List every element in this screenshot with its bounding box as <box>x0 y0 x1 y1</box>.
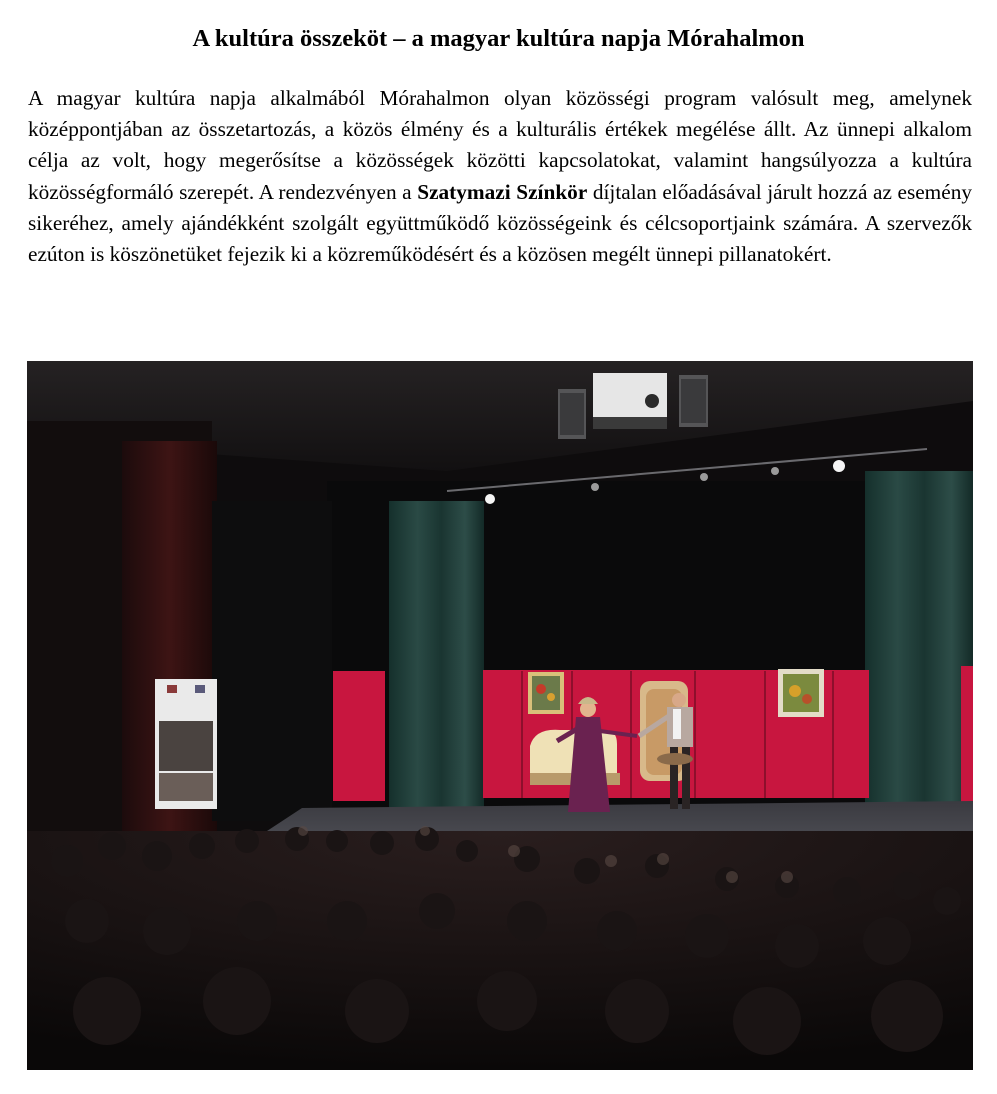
troupe-name: Szatymazi Színkör <box>417 179 588 204</box>
page-title: A kultúra összeköt – a magyar kultúra napja Mórahalmon <box>192 25 805 52</box>
body-paragraph <box>28 83 972 270</box>
paragraph-text-2: díjtalan előadásával járult hozzá az esemény sikeréhez, amely ajándékként szolgált együttműködő közösségeink és célcsoportjaink számára. A szervezők ezúton is köszönetüket fejezik ki a közreműködésért és a közösen megélt ünnepi pillanatokért. <box>28 179 973 267</box>
green-curtain-right <box>865 471 973 811</box>
green-curtain-left <box>389 501 484 831</box>
rollup-banner <box>155 679 217 809</box>
stage-light <box>485 494 495 504</box>
red-flat <box>333 671 385 801</box>
stage-light <box>833 460 845 472</box>
event-photo <box>27 361 973 1070</box>
stage-scene <box>27 361 973 1070</box>
paragraph-text-1: A magyar kultúra napja alkalmából Mórahalmon olyan közösségi program valósult meg, amelynek középpontjában az összetartozás, a közös élmény és a kulturális értékek megélése állt. Az ünnepi alkalom célja az volt, hogy megerősítse a közösségek közötti kapcsolatokat, valamint hangsúlyozza a kultúra közösségformáló szerepét. A rendezvényen a <box>28 86 972 204</box>
